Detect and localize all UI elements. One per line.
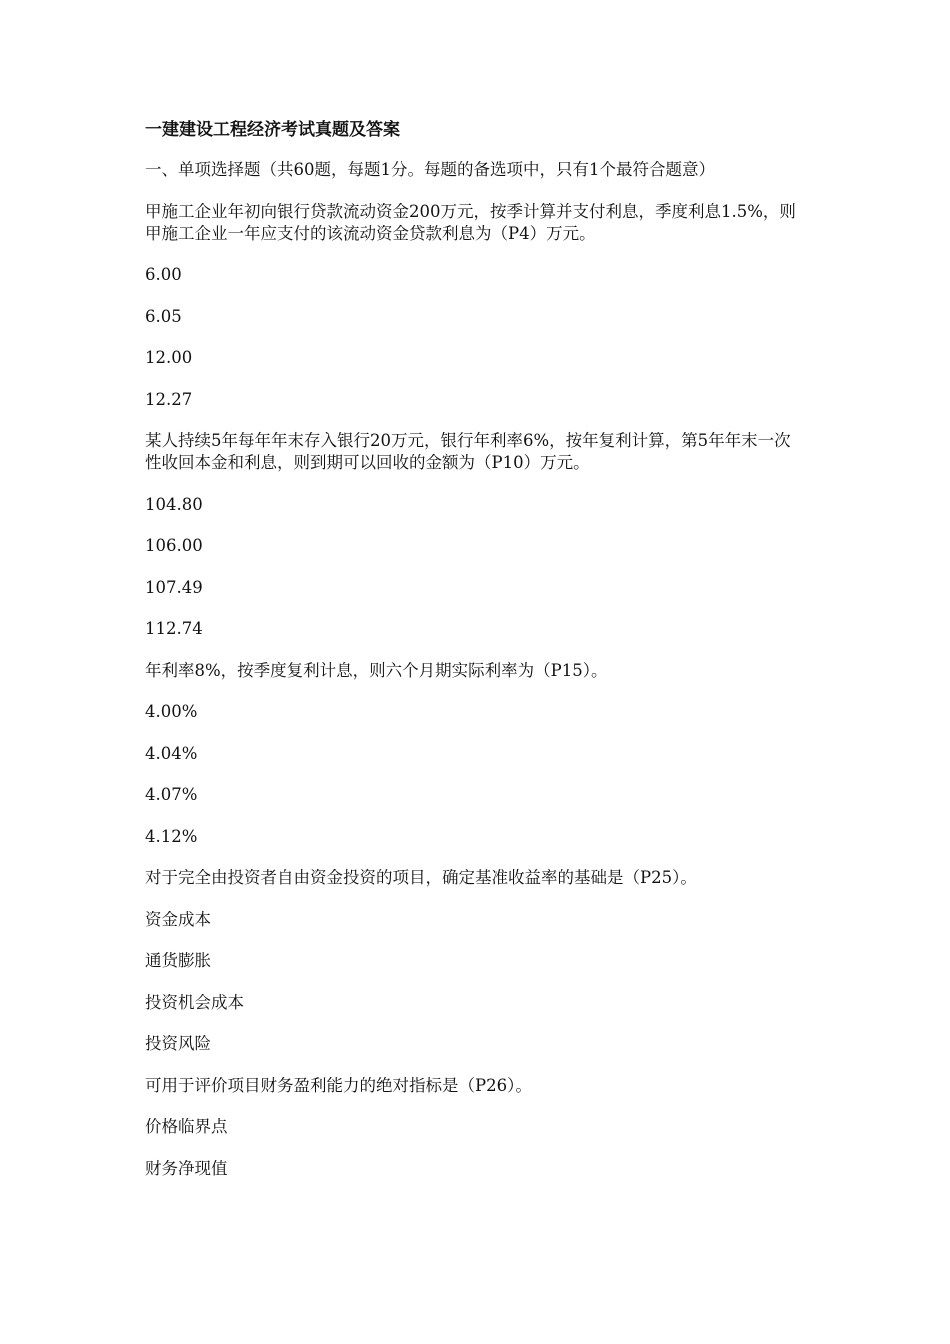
question-3 xyxy=(145,660,805,848)
question-option: 6.05 xyxy=(145,306,182,326)
document-page xyxy=(145,118,805,1199)
question-stem: 对于完全由投资者自由资金投资的项目，确定基准收益率的基础是（P25）。 xyxy=(145,868,697,887)
question-option: 资金成本 xyxy=(145,909,211,929)
question-1 xyxy=(145,201,805,411)
question-option: 6.00 xyxy=(145,265,182,284)
question-option: 通货膨胀 xyxy=(145,951,211,970)
document-title: 一建建设工程经济考试真题及答案 xyxy=(145,120,400,140)
question-option: 4.12% xyxy=(145,826,198,846)
question-5 xyxy=(145,1075,805,1180)
question-option: 投资机会成本 xyxy=(145,992,244,1012)
question-option: 12.27 xyxy=(145,389,193,409)
question-option: 4.00% xyxy=(145,702,198,721)
question-stem: 某人持续5年每年年末存入银行20万元，银行年利率6%，按年复利计算，第5年年末一次性收回本金和利息，则到期可以回收的金额为（P10）万元。 xyxy=(145,431,791,472)
question-option: 价格临界点 xyxy=(145,1117,228,1136)
question-stem: 甲施工企业年初向银行贷款流动资金200万元，按季计算并支付利息，季度利息1.5%，则甲施工企业一年应支付的该流动资金贷款利息为（P4）万元。 xyxy=(145,201,796,243)
question-option: 4.07% xyxy=(145,785,198,804)
question-2 xyxy=(145,430,805,640)
question-option: 12.00 xyxy=(145,348,193,367)
question-option: 财务净现值 xyxy=(145,1158,228,1178)
question-4 xyxy=(145,867,805,1055)
question-option: 106.00 xyxy=(145,536,203,555)
question-option: 107.49 xyxy=(145,577,203,597)
question-option: 4.04% xyxy=(145,743,198,763)
question-option: 投资风险 xyxy=(145,1034,211,1053)
section-heading: 一、单项选择题（共60题，每题1分。每题的备选项中，只有1个最符合题意） xyxy=(145,160,715,179)
question-stem: 可用于评价项目财务盈利能力的绝对指标是（P26）。 xyxy=(145,1075,532,1095)
question-option: 112.74 xyxy=(145,619,203,638)
question-option: 104.80 xyxy=(145,494,203,514)
question-stem: 年利率8%，按季度复利计息，则六个月期实际利率为（P15）。 xyxy=(145,660,608,680)
